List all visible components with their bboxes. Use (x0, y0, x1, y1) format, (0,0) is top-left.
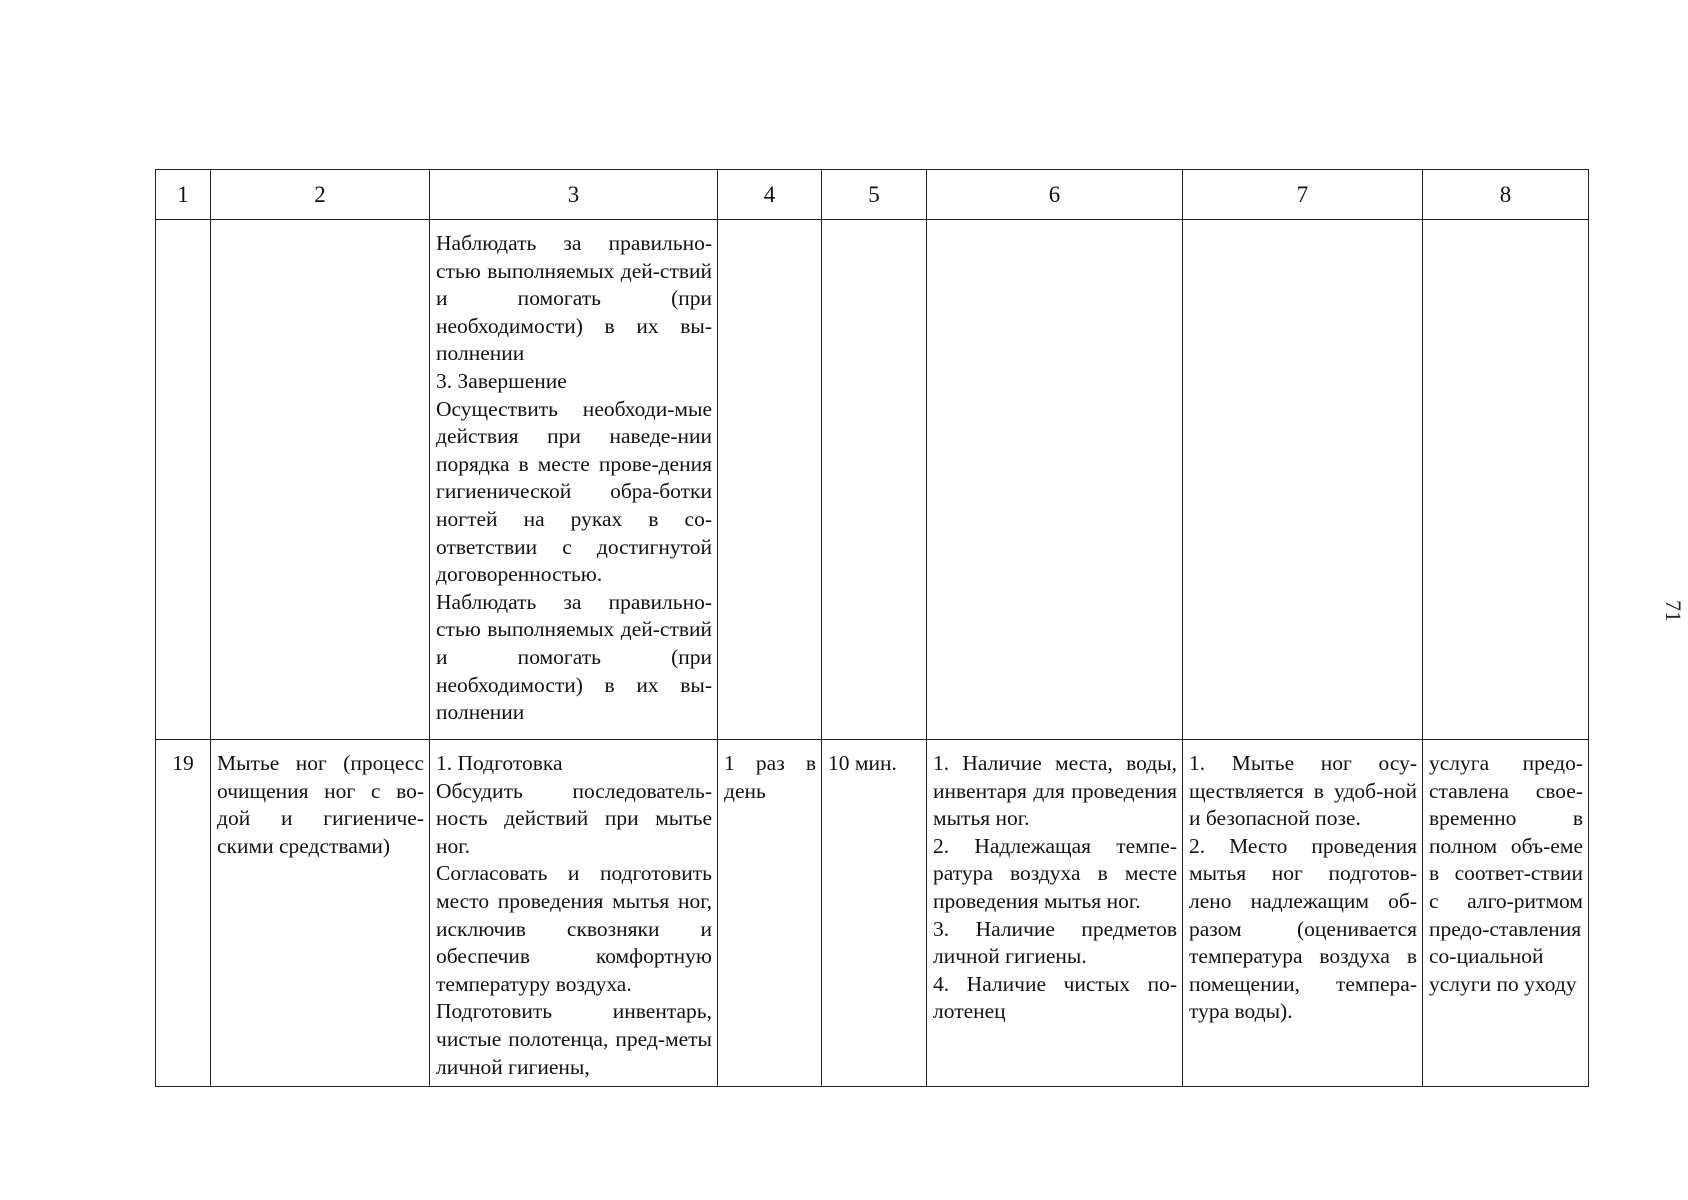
criteria-item: 2. Место проведения мытья ног подготов-лено надлежащим об-разом (оценивается температура воздуха в помещении, темпера-тура воды). (1189, 833, 1417, 1024)
result-cell (1423, 220, 1589, 740)
row-number-cell (156, 220, 211, 740)
table-row (156, 740, 1589, 1087)
procedure-paragraph: Согласовать и подготовить место проведения мытья ног, исключив сквозняки и обеспечив комфортную температуру воздуха. (436, 861, 712, 996)
service-name-cell (211, 220, 430, 740)
column-number-2: 2 (211, 170, 430, 220)
condition-item: 3. Наличие предметов личной гигиены. (933, 916, 1177, 969)
procedure-paragraph: Обсудить последователь-ность действий при мытье ног. (436, 778, 712, 858)
condition-item: 4. Наличие чистых по-лотенец (933, 971, 1177, 1024)
column-number-8: 8 (1423, 170, 1589, 220)
row-number-cell: 19 (156, 740, 211, 1087)
conditions-cell (927, 220, 1183, 740)
duration-cell: 10 мин. (822, 740, 927, 1087)
quality-criteria-cell (1183, 740, 1423, 1087)
column-number-4: 4 (718, 170, 822, 220)
column-number-7: 7 (1183, 170, 1423, 220)
procedure-paragraph: Подготовить инвентарь, чистые полотенца, пред-меты личной гигиены, (436, 999, 712, 1079)
frequency-cell (718, 220, 822, 740)
column-number-1: 1 (156, 170, 211, 220)
criteria-item: 1. Мытье ног осу-ществляется в удоб-ной и безопасной позе. (1189, 751, 1417, 831)
column-number-5: 5 (822, 170, 927, 220)
service-name-cell: Мытье ног (процесс очищения ног с во-дой и гигиениче-скими средствами) (211, 740, 430, 1087)
procedure-cell (430, 740, 718, 1087)
procedure-cell (430, 220, 718, 740)
table-row (156, 220, 1589, 740)
condition-item: 2. Надлежащая темпе-ратура воздуха в месте проведения мытья ног. (933, 833, 1177, 913)
procedure-paragraph: Наблюдать за правильно-стью выполняемых дей-ствий и помогать (при необходимости) в их вы-полнении (436, 231, 712, 366)
duration-cell (822, 220, 927, 740)
procedure-paragraph: Осуществить необходи-мые действия при наведе-нии порядка в месте прове-дения гигиенической обра-ботки ногтей на руках в со-ответствии с достигнутой договоренностью. (436, 396, 712, 587)
column-number-3: 3 (430, 170, 718, 220)
conditions-cell (927, 740, 1183, 1087)
procedure-step-heading: 3. Завершение (436, 368, 567, 393)
column-number-6: 6 (927, 170, 1183, 220)
page-number: 71 (1661, 600, 1686, 622)
column-number-row (156, 170, 1589, 220)
quality-criteria-cell (1183, 220, 1423, 740)
condition-item: 1. Наличие места, воды, инвентаря для проведения мытья ног. (933, 751, 1177, 831)
procedure-paragraph: Наблюдать за правильно-стью выполняемых дей-ствий и помогать (при необходимости) в их вы-полнении (436, 589, 712, 725)
result-cell: услуга предо-ставлена свое-временно в полном объ-еме в соответ-ствии с алго-ритмом предо-ставления со-циальной услуги по уходу (1423, 740, 1589, 1087)
procedure-step-heading: 1. Подготовка (436, 751, 563, 775)
frequency-cell: 1 раз в день (718, 740, 822, 1087)
services-table (155, 169, 1589, 1087)
